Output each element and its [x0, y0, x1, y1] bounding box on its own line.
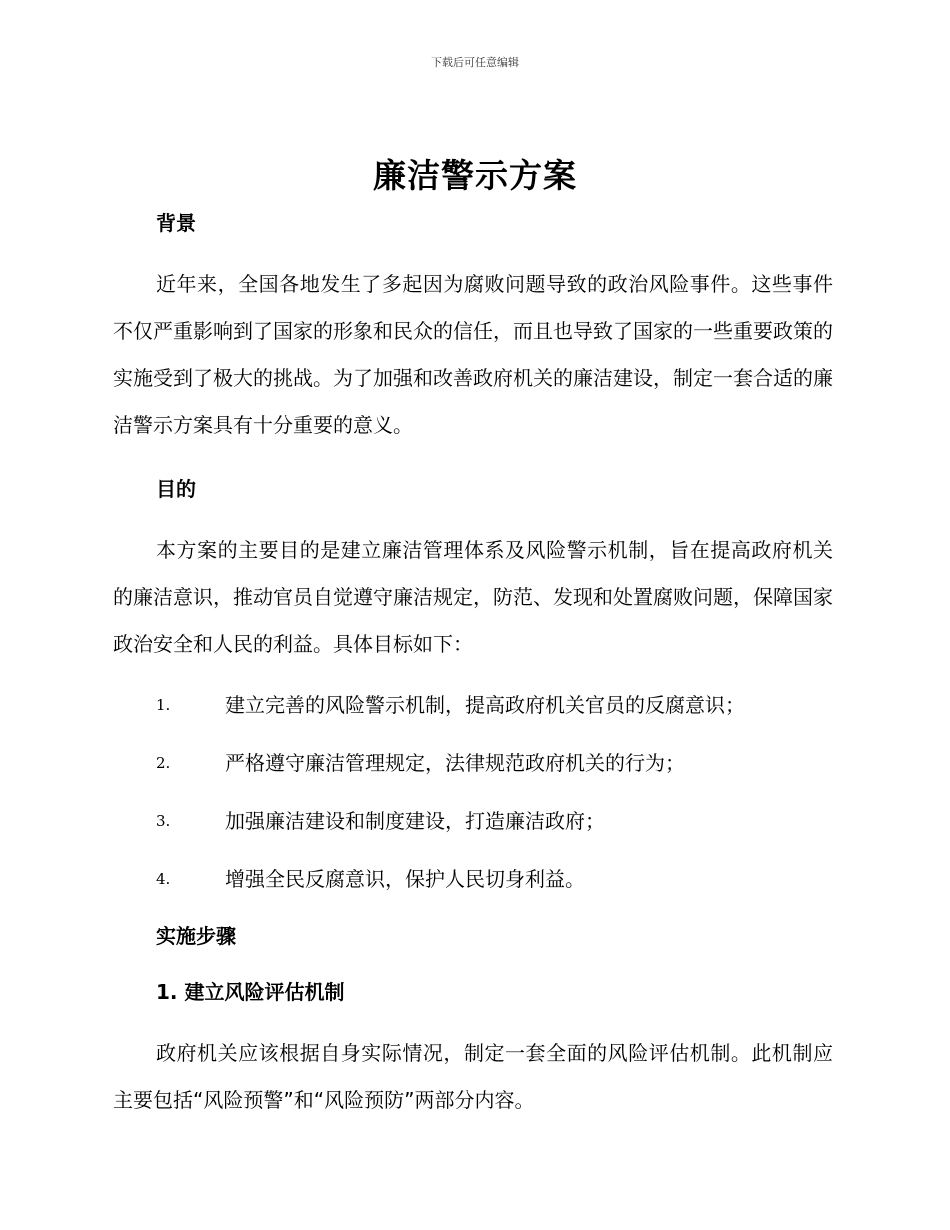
subsection-heading-risk-assessment: 1. 建立风险评估机制 — [156, 980, 345, 1004]
list-item — [113, 734, 833, 792]
list-item — [113, 850, 833, 908]
list-item — [113, 676, 833, 734]
list-item-text: 严格遵守廉洁管理规定，法律规范政府机关的行为； — [225, 751, 685, 775]
document-body — [113, 205, 833, 1124]
background-paragraph: 近年来，全国各地发生了多起因为腐败问题导致的政治风险事件。这些事件不仅严重影响到了国家的形象和民众的信任，而且也导致了国家的一些重要政策的实施受到了极大的挑战。为了加强和改善政府机关的廉洁建设，制定一套合适的廉洁警示方案具有十分重要的意义。 — [113, 272, 833, 437]
list-item-text: 加强廉洁建设和制度建设，打造廉洁政府； — [225, 809, 605, 833]
list-item-number: 4. — [156, 870, 171, 888]
page-header-note: 下载后可任意编辑 — [431, 56, 519, 69]
section-heading-steps: 实施步骤 — [156, 924, 236, 948]
list-item — [113, 792, 833, 850]
list-item-number: 3. — [156, 812, 171, 830]
section-heading-purpose: 目的 — [156, 477, 196, 501]
document-title: 廉洁警示方案 — [373, 156, 577, 195]
list-item-text: 建立完善的风险警示机制，提高政府机关官员的反腐意识； — [225, 693, 745, 717]
list-item-text: 增强全民反腐意识，保护人民切身利益。 — [225, 867, 585, 891]
section-heading-background: 背景 — [156, 211, 196, 235]
list-item-number: 2. — [156, 754, 171, 772]
list-item-number: 1. — [156, 696, 171, 714]
risk-assessment-paragraph: 政府机关应该根据自身实际情况，制定一套全面的风险评估机制。此机制应主要包括“风险预警”和“风险预防”两部分内容。 — [113, 1041, 833, 1112]
purpose-paragraph: 本方案的主要目的是建立廉洁管理体系及风险警示机制，旨在提高政府机关的廉洁意识，推动官员自觉遵守廉洁规定，防范、发现和处置腐败问题，保障国家政治安全和人民的利益。具体目标如下： — [113, 538, 833, 656]
purpose-goal-list — [113, 676, 833, 908]
